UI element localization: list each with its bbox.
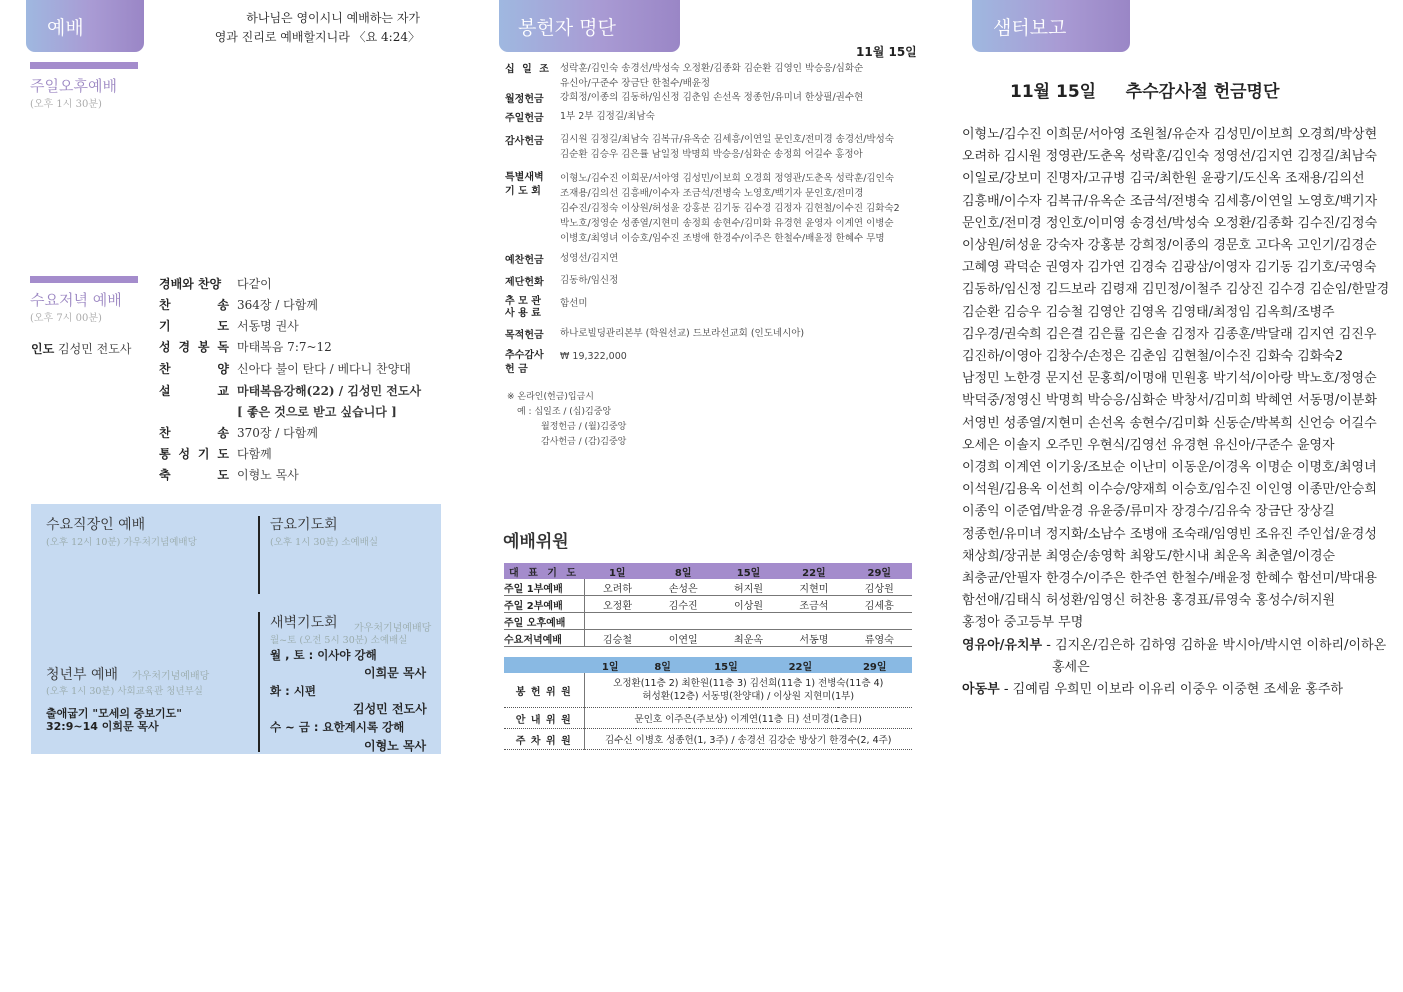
children-label: 아동부 — [962, 682, 1000, 698]
donation-label: 제단헌화 — [505, 277, 544, 288]
table-header: 22일 — [788, 661, 813, 673]
order-label: 찬 송 — [159, 298, 229, 312]
order-value: 마태복음 7:7~12 — [237, 340, 332, 354]
table-header: 8일 — [674, 567, 692, 579]
order-value: 364장 / 다함께 — [237, 298, 318, 312]
table-cell: 김상원 — [864, 583, 894, 595]
kids-names: 김지온/김은하 김하영 김하윤 박시아/박시연 이하리/이하온 — [1055, 637, 1387, 653]
donor-line: 이석원/김용옥 이선희 이수승/양재희 이승호/임수진 이인영 이종만/안승희 — [962, 482, 1377, 498]
table-cell: 서동명 — [799, 634, 829, 646]
table-header: 1일 — [601, 661, 619, 673]
table-row — [504, 708, 912, 729]
table-row — [504, 673, 912, 708]
donor-line: 문인호/전미경 정인호/이미영 송경선/박성숙 오정환/김종화 김수진/김정숙 — [962, 215, 1378, 231]
table-row — [504, 613, 912, 630]
sunday-pm-time: (오후 1시 30분) — [30, 99, 102, 110]
wednesday-time: (오후 7시 00분) — [30, 313, 102, 324]
order-label: 성 경 봉 독 — [159, 340, 229, 354]
kids-label: 영유아/유치부 — [962, 637, 1043, 653]
donor-line: 홍정아 중고등부 무명 — [962, 615, 1084, 631]
donor-line: 오려하 김시원 정영관/도춘옥 성락훈/김인숙 정영선/김지연 김정길/최남숙 — [962, 149, 1377, 165]
wednesday-title: 수요저녁 예배 — [30, 291, 122, 309]
thanksgiving-donor-list — [962, 124, 1389, 701]
box-divider — [258, 612, 260, 752]
youth-sermon: 출애굽기 "모세의 중보기도" — [46, 707, 183, 720]
donor-line: 김흥배/이수자 김복규/유옥순 조금석/전병숙 김세흥/이연일 노영호/백기자 — [962, 193, 1378, 209]
other-services-box — [31, 504, 441, 754]
donor-line: 오세은 이솔지 오주민 우현식/김영선 유경현 유신아/구준수 윤영자 — [962, 437, 1335, 453]
wednesday-leader — [31, 340, 131, 357]
order-value: 마태복음강해(22) / 김성민 전도사 — [237, 384, 422, 398]
order-value: 다함께 — [237, 447, 272, 461]
volunteer-duty-table — [504, 657, 912, 750]
wednesday-divider — [30, 276, 138, 283]
donor-line: 김우경/권숙희 김은결 김은률 김은솔 김정자 김종훈/박달래 김지연 김진우 — [962, 326, 1377, 342]
table-cell: 김수진 — [668, 600, 698, 612]
donors-tab-label: 봉헌자 명단 — [518, 16, 616, 39]
donor-line: 김순환 김승우 김승철 김영안 김영옥 김영태/최정임 김옥희/조병주 — [962, 304, 1335, 320]
children-line: 아동부 - 김예림 우희민 이보라 이유리 이중우 이중현 조세윤 홍주하 — [962, 682, 1343, 698]
order-label: 경배와 찬양 — [159, 277, 222, 291]
donor-line: 채상희/장귀분 최영순/송영학 최왕도/한시내 최운옥 최춘열/이경순 — [962, 548, 1336, 564]
youth-title: 청년부 예배 — [46, 667, 119, 683]
online-note-line: 월정헌금 / (월)김중앙 — [541, 422, 627, 432]
row-label: 주 차 위 원 — [504, 729, 584, 750]
names-line: 조재용/김의선 김흥배/이수자 조금석/전병숙 노영호/백기자 문인호/전미경 — [560, 188, 864, 199]
wednesday-order — [159, 275, 449, 489]
donation-label: 주일헌금 — [505, 113, 544, 124]
order-value: 신아다 불이 탄다 / 베다니 찬양대 — [237, 362, 411, 376]
donor-line: 이경희 이계연 이기웅/조보순 이난미 이동운/이경옥 이명순 이명호/최영녀 — [962, 460, 1377, 476]
donation-names: ₩ 19,322,000 — [560, 351, 627, 362]
table-cell: 오정환 — [603, 600, 632, 612]
table-header: 15일 — [714, 661, 738, 673]
table-cell: 최운옥 — [734, 634, 764, 646]
report-heading: 11월 15일 추수감사절 헌금명단 — [1010, 82, 1280, 102]
order-label: 기 도 — [159, 319, 229, 333]
table-cell — [781, 613, 846, 630]
donation-list — [505, 60, 920, 380]
donor-line: 김진하/이영아 김창수/손정은 김춘임 김현철/이수진 김화숙 김화숙2 — [962, 349, 1344, 365]
donation-names: 성영선/김지연 — [560, 253, 619, 264]
donation-label: 특별새벽 기 도 회 — [505, 172, 544, 197]
donation-names — [560, 132, 894, 162]
table-cell: 지현미 — [799, 583, 829, 595]
donation-names: 하나로빌딩관리본부 (학원선교) 드보라선교회 (인도네시아) — [560, 328, 805, 339]
donor-line: 서영빈 성종열/지현미 손선옥 송현수/김미화 신동순/박복희 신언승 어길수 — [962, 415, 1377, 431]
children-names: 김예림 우희민 이보라 이유리 이중우 이중현 조세윤 홍주하 — [1012, 682, 1343, 698]
table-cell: 류영숙 — [864, 634, 894, 646]
table-header-row — [504, 563, 912, 579]
table-header: 15일 — [736, 567, 761, 579]
table-cell: 이연일 — [668, 634, 698, 646]
table-cell: 문인호 이주은(주보상) 이계연(11층 日) 선미경(1층日) — [634, 714, 862, 725]
worship-tab-label: 예배 — [47, 16, 84, 39]
names-line: 김수진/김정숙 이상원/허성윤 강홍분 김기동 김수경 김정자 김현철/이수진 김화숙2 — [560, 203, 900, 214]
table-header: 29일 — [867, 567, 892, 579]
table-header-row — [504, 657, 912, 673]
names-line: 성락훈/김인숙 송경선/박성숙 오정환/김종화 김순환 김영인 박승응/심화순 — [560, 63, 864, 74]
table-header: 대 표 기 도 — [508, 567, 580, 579]
table-header: 1일 — [608, 567, 626, 579]
dawn-preacher: 김성민 전도사 — [353, 702, 427, 716]
table-cell: 조금석 — [799, 600, 829, 612]
donor-line: 고혜영 곽덕순 권영자 김가연 김경숙 김광삼/이영자 김기동 김기호/국영숙 — [962, 260, 1377, 276]
leader-name: 김성민 전도사 — [58, 342, 132, 356]
sermon-title: [ 좋은 것으로 받고 싶습니다 ] — [237, 405, 397, 419]
donor-line: 정종헌/유미녀 정지화/소남수 조병애 조숙래/임영빈 조유진 주인섭/윤경성 — [962, 526, 1377, 542]
donation-label: 월정헌금 — [505, 94, 544, 105]
order-label: 찬 송 — [159, 426, 229, 440]
donor-line: 이형노/김수진 이희문/서아영 조원철/유순자 김성민/이보희 오경희/박상현 — [962, 127, 1378, 142]
row-label: 주일 1부예배 — [504, 579, 584, 596]
dawn-time: 월~토 (오전 5시 30분) 소예배실 — [270, 635, 408, 646]
youth-verse: 32:9~14 이희문 목사 — [46, 720, 159, 733]
worker-service-time: (오후 12시 10분) 가우처기념예배당 — [46, 537, 197, 548]
quote-line-1: 하나님은 영이시니 예배하는 자가 — [246, 11, 420, 25]
donor-line: 박덕중/정영신 박명희 박승응/심화순 박창서/김미희 박혜연 서동명/이분화 — [962, 393, 1377, 409]
cell-line: 허성환(12층) 서동명(찬양대) / 이상원 지현미(1부) — [642, 691, 855, 702]
sunday-pm-title: 주일오후예배 — [30, 77, 117, 95]
duty-title: 예배위원 — [503, 532, 569, 552]
box-divider — [258, 516, 260, 594]
donation-names — [560, 61, 863, 91]
table-header: 22일 — [802, 567, 826, 579]
table-cell: 이상원 — [734, 600, 764, 612]
table-row — [504, 630, 912, 647]
donation-label: 추수감사 헌 금 — [505, 350, 544, 375]
report-tab-label: 샘터보고 — [993, 16, 1067, 39]
report-tab — [972, 0, 1130, 52]
table-cell: 김세흥 — [864, 600, 894, 612]
worship-tab — [26, 0, 144, 52]
order-value: 다같이 — [237, 277, 272, 291]
dawn-preacher: 이희문 목사 — [364, 666, 427, 680]
sunday-pm-divider — [30, 62, 138, 69]
dawn-day: 월 , 토 : 이사야 강해 — [270, 648, 377, 662]
friday-time: (오후 1시 30분) 소예배실 — [270, 537, 379, 548]
row-label: 주일 2부예배 — [504, 596, 584, 613]
donation-label: 추 모 관 사 용 료 — [505, 296, 541, 319]
table-cell: 허지원 — [734, 583, 764, 595]
order-label: 통 성 기 도 — [159, 447, 229, 461]
worker-service-title: 수요직장인 예배 — [46, 517, 146, 533]
order-value: 서동명 권사 — [237, 319, 299, 333]
table-cell — [651, 613, 716, 630]
friday-title: 금요기도회 — [270, 517, 338, 533]
dawn-day: 수 ~ 금 : 요한계시록 강해 — [270, 720, 405, 734]
donation-names: 강희정/이종의 김동하/임신정 김춘임 손선옥 정종헌/유미녀 한상필/권수현 — [560, 92, 864, 103]
table-cell: 김수신 이병호 성종헌(1, 3주) / 송경선 김강순 방상기 한경수(2, 4주) — [605, 735, 892, 746]
online-note-line: 예 : 십일조 / (십)김중앙 — [517, 407, 612, 417]
donation-label: 십 일 조 — [505, 64, 551, 75]
dawn-title: 새벽기도회 — [270, 615, 338, 631]
donor-date: 11월 15일 — [856, 45, 917, 59]
table-row — [504, 579, 912, 596]
table-cell — [584, 673, 912, 708]
youth-time: (오후 1시 30분) 사회교육관 청년부실 — [46, 686, 203, 697]
table-row — [504, 596, 912, 613]
donor-line: 이종익 이준엽/박윤경 유윤중/류미자 장경수/김유숙 장금단 장상길 — [962, 504, 1335, 520]
dawn-day: 화 : 시편 — [270, 684, 316, 698]
names-line: 이병호/최영녀 이승호/임수진 조병애 한경수/이주은 한철수/배윤정 한혜수 무명 — [560, 233, 885, 244]
table-cell — [716, 613, 781, 630]
donation-names: 1부 2부 김정길/최남숙 — [560, 111, 655, 122]
donation-names — [560, 171, 900, 246]
scripture-quote — [190, 9, 420, 47]
donor-line: 이상원/허성윤 강숙자 강홍분 강희정/이종의 경문호 고다옥 고인기/김경순 — [962, 238, 1377, 254]
kids-line-2: 홍세은 — [1052, 659, 1090, 675]
kids-line: 영유아/유치부 - 김지온/김은하 김하영 김하윤 박시아/박시연 이하리/이하온 — [962, 637, 1387, 653]
donor-line: 함선애/김태식 허성환/임영신 허찬용 홍경표/류영숙 홍성수/허지원 — [962, 593, 1336, 609]
online-note-line: ※ 온라인(헌금)입금시 — [507, 392, 594, 402]
row-label: 안 내 위 원 — [504, 708, 584, 729]
leader-label: 인도 — [31, 342, 55, 356]
donors-tab — [499, 0, 680, 52]
donor-line: 남정민 노한경 문지선 문홍희/이명애 민원홍 박기석/이아랑 박노호/정영순 — [962, 371, 1377, 387]
quote-line-2: 영과 진리로 예배할지니라 〈요 4:24〉 — [214, 30, 420, 44]
names-line: 박노호/정영순 성종열/지현미 송정희 송현수/김미화 유경현 윤영자 이계연 이병순 — [560, 218, 894, 229]
donation-label: 감사헌금 — [505, 136, 544, 147]
table-header — [504, 657, 584, 673]
names-line: 김순환 김승우 김은률 남일정 박명희 박승응/심화순 송정희 어길수 홍정아 — [560, 149, 863, 160]
online-note — [507, 390, 626, 450]
names-line: 유신아/구준수 장금단 한철수/배윤정 — [560, 78, 711, 89]
order-label: 찬 양 — [159, 362, 229, 376]
donation-names: 함선미 — [560, 298, 588, 309]
table-header: 8일 — [654, 661, 671, 673]
order-label: 축 도 — [159, 468, 229, 482]
names-line: 김시원 김정길/최남숙 김복규/유옥순 김세흥/이연일 문인호/전미경 송경선/박성숙 — [560, 134, 894, 145]
donation-label: 예찬헌금 — [505, 255, 544, 266]
table-cell: 오려하 — [603, 583, 632, 595]
row-label: 주일 오후예배 — [504, 613, 584, 630]
online-note-line: 감사헌금 / (감)김중앙 — [541, 437, 627, 447]
donation-names: 김동하/임신정 — [560, 275, 619, 286]
dawn-place: 가우처기념예배당 — [354, 623, 432, 634]
names-line: 이형노/김수진 이희문/서아영 김성민/이보희 오경희 정영관/도춘옥 성락훈/김인숙 — [560, 173, 894, 184]
donor-line: 김동하/임신정 김드보라 김령재 김민정/이철주 김상진 김수경 김순임/한말경 — [962, 282, 1390, 298]
row-label: 수요저녁예배 — [504, 630, 584, 647]
row-label: 봉 헌 위 원 — [504, 673, 584, 708]
donor-line: 최충균/안필자 한경수/이주은 한주연 한철수/배윤정 한혜수 함선미/박대용 — [962, 571, 1377, 587]
table-row — [504, 729, 912, 750]
order-value: 이형노 목사 — [237, 468, 299, 482]
table-cell: 손성은 — [668, 583, 698, 595]
youth-place: 가우처기념예배당 — [132, 671, 210, 682]
donor-line: 이일로/강보미 진명자/고규병 김국/최한원 윤광기/도신옥 조재용/김의선 — [962, 171, 1365, 187]
order-value: 370장 / 다함께 — [237, 426, 318, 440]
table-cell — [584, 613, 651, 630]
order-label: 설 교 — [159, 384, 229, 398]
table-header: 29일 — [862, 661, 887, 673]
cell-line: 오정환(11층 2) 최한원(11층 3) 김선희(11층 1) 전병숙(11층 4) — [613, 678, 884, 689]
table-cell — [847, 613, 912, 630]
dawn-preacher: 이형노 목사 — [364, 739, 427, 753]
table-cell: 김승철 — [603, 634, 632, 646]
donation-label: 목적헌금 — [505, 330, 544, 341]
prayer-duty-table — [504, 563, 912, 647]
